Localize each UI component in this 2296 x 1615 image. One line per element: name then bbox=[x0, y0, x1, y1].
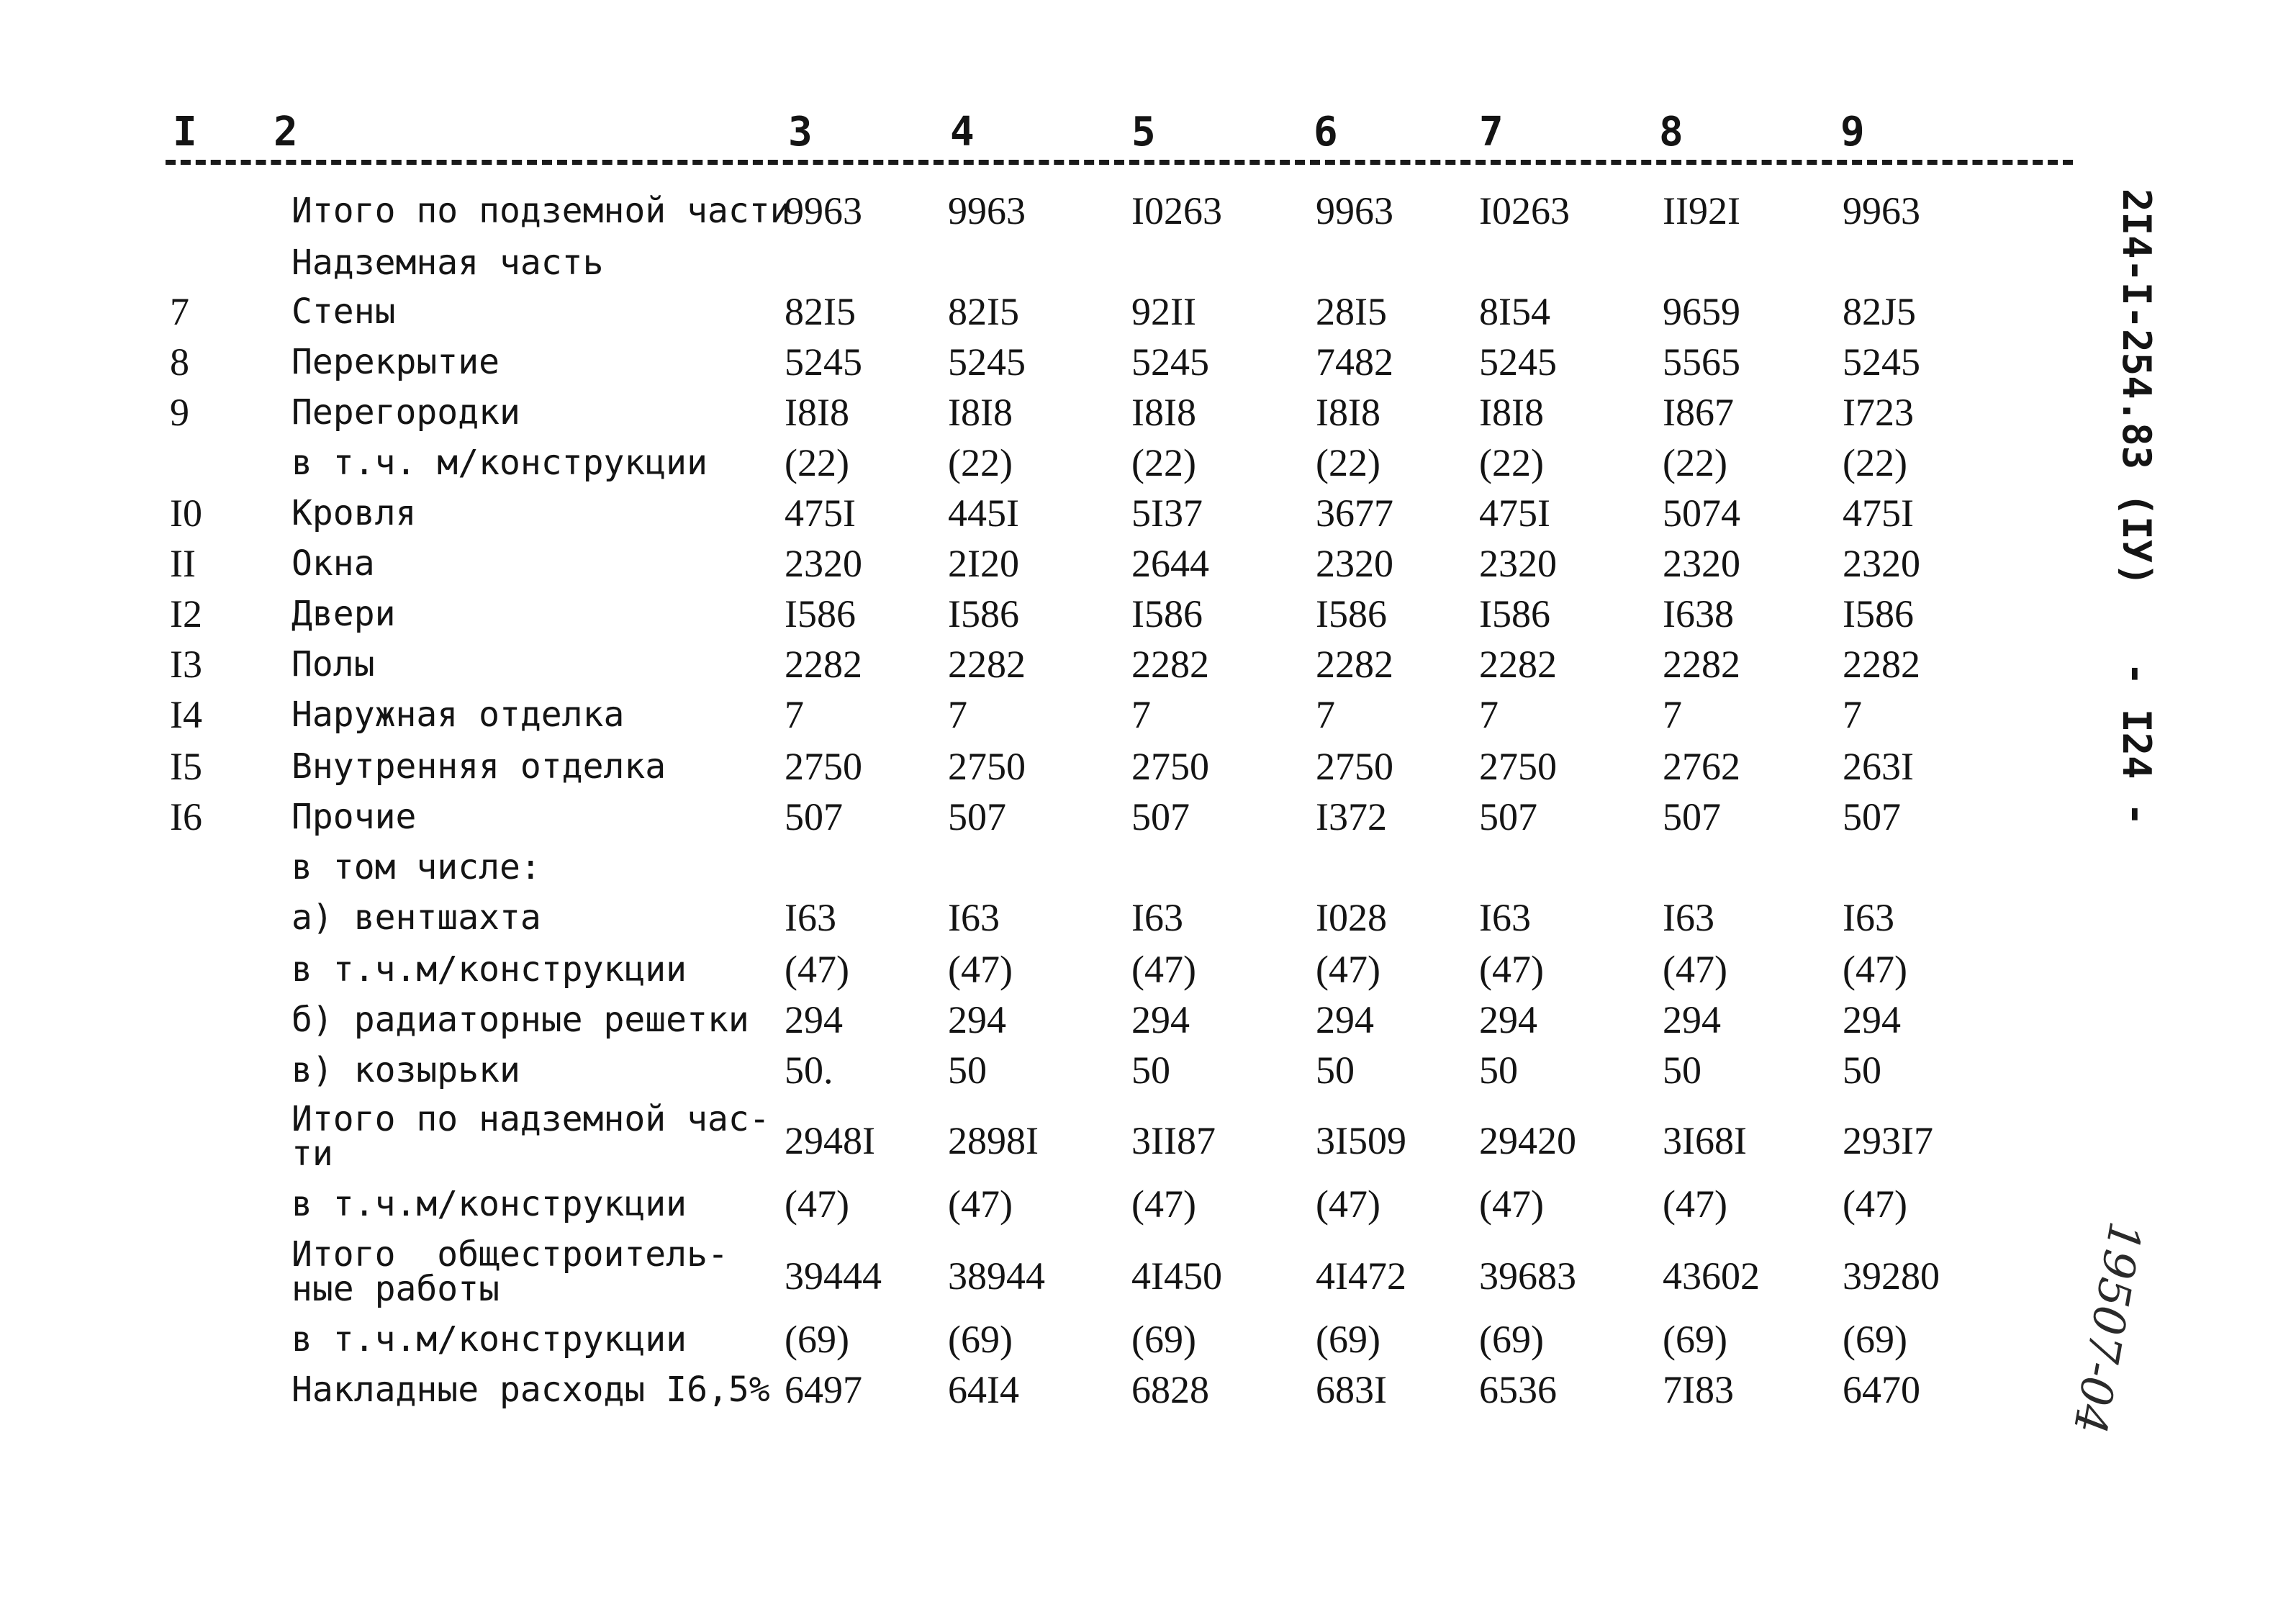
table-row bbox=[0, 745, 2159, 799]
value-cell-col-7: 507 bbox=[1479, 795, 1537, 838]
value-cell-col-6: 28I5 bbox=[1316, 290, 1387, 333]
value-cell-col-3: 50. bbox=[785, 1049, 833, 1092]
value-cell-col-3: 294 bbox=[785, 998, 843, 1041]
value-cell-col-5: (47) bbox=[1131, 1182, 1196, 1226]
column-header-9: 9 bbox=[1840, 109, 1865, 155]
value-cell-col-7: (47) bbox=[1479, 1182, 1544, 1226]
value-cell-col-6: I028 bbox=[1316, 896, 1387, 939]
value-cell-col-8: (22) bbox=[1663, 441, 1727, 484]
value-cell-col-8: 7I83 bbox=[1663, 1368, 1734, 1411]
value-cell-col-3: (47) bbox=[785, 1182, 849, 1226]
value-cell-col-6: 4I472 bbox=[1316, 1254, 1406, 1298]
table-row bbox=[0, 1049, 2159, 1103]
value-cell-col-5: I586 bbox=[1131, 592, 1203, 635]
value-cell-col-9: 9963 bbox=[1843, 189, 1920, 232]
row-label: ти bbox=[291, 1134, 333, 1174]
row-number: II bbox=[170, 542, 196, 585]
value-cell-col-3: 475I bbox=[785, 492, 856, 535]
table-row bbox=[0, 340, 2159, 394]
value-cell-col-5: I63 bbox=[1131, 896, 1183, 939]
value-cell-col-7: I0263 bbox=[1479, 189, 1570, 232]
value-cell-col-8: 5074 bbox=[1663, 492, 1740, 535]
row-number: I3 bbox=[170, 643, 202, 686]
value-cell-col-6: 7482 bbox=[1316, 340, 1393, 384]
value-cell-col-5: 50 bbox=[1131, 1049, 1170, 1092]
value-cell-col-9: 6470 bbox=[1843, 1368, 1920, 1411]
value-cell-col-8: (69) bbox=[1663, 1318, 1727, 1361]
value-cell-col-8: 9659 bbox=[1663, 290, 1740, 333]
value-cell-col-7: (22) bbox=[1479, 441, 1544, 484]
column-header-5: 5 bbox=[1131, 109, 1156, 155]
value-cell-col-4: I586 bbox=[948, 592, 1019, 635]
row-label: в т.ч.м/конструкции bbox=[291, 1184, 687, 1224]
value-cell-col-5: 2644 bbox=[1131, 542, 1209, 585]
table-row bbox=[0, 643, 2159, 697]
value-cell-col-4: 445I bbox=[948, 492, 1019, 535]
value-cell-col-3: 2282 bbox=[785, 643, 862, 686]
value-cell-col-9: 507 bbox=[1843, 795, 1901, 838]
value-cell-col-5: 7 bbox=[1131, 693, 1151, 736]
value-cell-col-8: (47) bbox=[1663, 948, 1727, 991]
value-cell-col-5: I0263 bbox=[1131, 189, 1222, 232]
row-label: Внутренняя отделка bbox=[291, 746, 666, 787]
value-cell-col-3: 2948I bbox=[785, 1119, 875, 1162]
value-cell-col-6: 2282 bbox=[1316, 643, 1393, 686]
table-row bbox=[0, 896, 2159, 950]
value-cell-col-5: 2282 bbox=[1131, 643, 1209, 686]
value-cell-col-7: I8I8 bbox=[1479, 391, 1544, 434]
value-cell-col-9: 2320 bbox=[1843, 542, 1920, 585]
value-cell-col-8: 5565 bbox=[1663, 340, 1740, 384]
value-cell-col-6: (47) bbox=[1316, 1182, 1380, 1226]
value-cell-col-8: 294 bbox=[1663, 998, 1721, 1041]
table-row bbox=[0, 1318, 2159, 1372]
row-label: в т.ч. м/конструкции bbox=[291, 443, 708, 483]
row-label: Накладные расходы I6,5% bbox=[291, 1370, 770, 1410]
value-cell-col-5: 5245 bbox=[1131, 340, 1209, 384]
column-header-2: 2 bbox=[274, 109, 298, 155]
value-cell-col-4: 7 bbox=[948, 693, 967, 736]
value-cell-col-7: 2750 bbox=[1479, 745, 1557, 788]
value-cell-col-7: 2282 bbox=[1479, 643, 1557, 686]
document-code: 2I4-I-254.83 (IУ) bbox=[2114, 189, 2159, 587]
row-number: I0 bbox=[170, 492, 202, 535]
value-cell-col-7: I63 bbox=[1479, 896, 1531, 939]
row-label: Итого общестроитель- bbox=[291, 1234, 728, 1275]
value-cell-col-8: 43602 bbox=[1663, 1254, 1760, 1298]
value-cell-col-6: (47) bbox=[1316, 948, 1380, 991]
value-cell-col-4: 64I4 bbox=[948, 1368, 1019, 1411]
value-cell-col-6: 50 bbox=[1316, 1049, 1355, 1092]
column-header-8: 8 bbox=[1659, 109, 1683, 155]
value-cell-col-6: 7 bbox=[1316, 693, 1335, 736]
header-rule bbox=[166, 160, 2073, 165]
value-cell-col-3: I63 bbox=[785, 896, 836, 939]
value-cell-col-4: 2750 bbox=[948, 745, 1026, 788]
value-cell-col-8: I63 bbox=[1663, 896, 1714, 939]
value-cell-col-3: 2750 bbox=[785, 745, 862, 788]
row-label: Стены bbox=[291, 291, 396, 332]
value-cell-col-7: (69) bbox=[1479, 1318, 1544, 1361]
row-label: в т.ч.м/конструкции bbox=[291, 949, 687, 990]
value-cell-col-7: 29420 bbox=[1479, 1119, 1576, 1162]
table-row bbox=[0, 1101, 2159, 1173]
column-header-1: I bbox=[173, 109, 197, 155]
value-cell-col-4: (22) bbox=[948, 441, 1013, 484]
table-row bbox=[0, 441, 2159, 495]
value-cell-col-3: (22) bbox=[785, 441, 849, 484]
value-cell-col-9: 263I bbox=[1843, 745, 1914, 788]
value-cell-col-6: 3I509 bbox=[1316, 1119, 1406, 1162]
value-cell-col-6: (22) bbox=[1316, 441, 1380, 484]
value-cell-col-5: 5I37 bbox=[1131, 492, 1203, 535]
value-cell-col-9: 7 bbox=[1843, 693, 1862, 736]
table-row bbox=[0, 592, 2159, 646]
value-cell-col-9: 475I bbox=[1843, 492, 1914, 535]
table-row bbox=[0, 1368, 2159, 1422]
table-row bbox=[0, 795, 2159, 849]
row-number: I6 bbox=[170, 795, 202, 838]
row-label: Кровля bbox=[291, 493, 417, 533]
value-cell-col-9: 5245 bbox=[1843, 340, 1920, 384]
value-cell-col-7: (47) bbox=[1479, 948, 1544, 991]
value-cell-col-7: 5245 bbox=[1479, 340, 1557, 384]
value-cell-col-3: I586 bbox=[785, 592, 856, 635]
value-cell-col-7: 7 bbox=[1479, 693, 1499, 736]
value-cell-col-4: 82I5 bbox=[948, 290, 1019, 333]
value-cell-col-9: 50 bbox=[1843, 1049, 1881, 1092]
table-row bbox=[0, 1182, 2159, 1236]
value-cell-col-8: 2762 bbox=[1663, 745, 1740, 788]
value-cell-col-8: 50 bbox=[1663, 1049, 1701, 1092]
value-cell-col-5: (69) bbox=[1131, 1318, 1196, 1361]
value-cell-col-9: (47) bbox=[1843, 948, 1907, 991]
value-cell-col-4: 2282 bbox=[948, 643, 1026, 686]
row-number: I2 bbox=[170, 592, 202, 635]
row-number: I4 bbox=[170, 693, 202, 736]
value-cell-col-6: 9963 bbox=[1316, 189, 1393, 232]
value-cell-col-3: (47) bbox=[785, 948, 849, 991]
value-cell-col-4: 9963 bbox=[948, 189, 1026, 232]
table-row bbox=[0, 391, 2159, 445]
value-cell-col-5: 2750 bbox=[1131, 745, 1209, 788]
value-cell-col-5: 3II87 bbox=[1131, 1119, 1216, 1162]
row-label: Надземная часть bbox=[291, 243, 604, 283]
table-row bbox=[0, 542, 2159, 596]
value-cell-col-7: 39683 bbox=[1479, 1254, 1576, 1298]
value-cell-col-3: 6497 bbox=[785, 1368, 862, 1411]
value-cell-col-7: 2320 bbox=[1479, 542, 1557, 585]
column-header-3: 3 bbox=[788, 109, 813, 155]
value-cell-col-7: 50 bbox=[1479, 1049, 1518, 1092]
value-cell-col-6: I372 bbox=[1316, 795, 1387, 838]
value-cell-col-4: 2898I bbox=[948, 1119, 1039, 1162]
value-cell-col-9: 293I7 bbox=[1843, 1119, 1933, 1162]
row-label: Полы bbox=[291, 644, 375, 684]
value-cell-col-6: 683I bbox=[1316, 1368, 1387, 1411]
value-cell-col-7: 6536 bbox=[1479, 1368, 1557, 1411]
value-cell-col-3: 7 bbox=[785, 693, 804, 736]
value-cell-col-4: I8I8 bbox=[948, 391, 1013, 434]
row-label: Итого по подземной части bbox=[291, 191, 791, 231]
value-cell-col-9: I63 bbox=[1843, 896, 1894, 939]
value-cell-col-5: 92II bbox=[1131, 290, 1196, 333]
row-label: Окна bbox=[291, 543, 375, 584]
row-label: Перекрытие bbox=[291, 342, 500, 382]
value-cell-col-9: 2282 bbox=[1843, 643, 1920, 686]
value-cell-col-5: 4I450 bbox=[1131, 1254, 1222, 1298]
value-cell-col-4: 507 bbox=[948, 795, 1006, 838]
value-cell-col-4: 2I20 bbox=[948, 542, 1019, 585]
value-cell-col-3: 5245 bbox=[785, 340, 862, 384]
row-number: 9 bbox=[170, 391, 189, 434]
table-row bbox=[0, 849, 2159, 900]
value-cell-col-9: 294 bbox=[1843, 998, 1901, 1041]
value-cell-col-4: (69) bbox=[948, 1318, 1013, 1361]
value-cell-col-6: 2750 bbox=[1316, 745, 1393, 788]
table-row bbox=[0, 693, 2159, 747]
value-cell-col-9: (22) bbox=[1843, 441, 1907, 484]
value-cell-col-5: 6828 bbox=[1131, 1368, 1209, 1411]
value-cell-col-8: I638 bbox=[1663, 592, 1734, 635]
value-cell-col-4: 50 bbox=[948, 1049, 987, 1092]
row-label: в том числе: bbox=[291, 847, 541, 887]
value-cell-col-9: I723 bbox=[1843, 391, 1914, 434]
value-cell-col-3: 82I5 bbox=[785, 290, 856, 333]
value-cell-col-5: 507 bbox=[1131, 795, 1190, 838]
table-row bbox=[0, 998, 2159, 1052]
value-cell-col-6: 294 bbox=[1316, 998, 1374, 1041]
value-cell-col-9: 39280 bbox=[1843, 1254, 1940, 1298]
value-cell-col-8: 2282 bbox=[1663, 643, 1740, 686]
row-label: в) козырьки bbox=[291, 1050, 520, 1090]
value-cell-col-8: 507 bbox=[1663, 795, 1721, 838]
value-cell-col-3: I8I8 bbox=[785, 391, 849, 434]
value-cell-col-8: I867 bbox=[1663, 391, 1734, 434]
row-number: I5 bbox=[170, 745, 202, 788]
row-label: Наружная отделка bbox=[291, 695, 625, 735]
value-cell-col-3: 39444 bbox=[785, 1254, 882, 1298]
row-label: б) радиаторные решетки bbox=[291, 1000, 749, 1040]
row-label: Итого по надземной час- bbox=[291, 1099, 770, 1139]
table-row bbox=[0, 948, 2159, 1002]
value-cell-col-8: 7 bbox=[1663, 693, 1682, 736]
table-row bbox=[0, 1236, 2159, 1308]
value-cell-col-5: 294 bbox=[1131, 998, 1190, 1041]
value-cell-col-4: (47) bbox=[948, 948, 1013, 991]
value-cell-col-7: 8I54 bbox=[1479, 290, 1550, 333]
value-cell-col-9: 82J5 bbox=[1843, 290, 1917, 333]
value-cell-col-3: (69) bbox=[785, 1318, 849, 1361]
row-number: 7 bbox=[170, 290, 189, 333]
value-cell-col-4: 38944 bbox=[948, 1254, 1045, 1298]
handwritten-note: 19507-04 bbox=[2063, 1218, 2152, 1438]
column-header-7: 7 bbox=[1479, 109, 1504, 155]
row-label: в т.ч.м/конструкции bbox=[291, 1319, 687, 1360]
value-cell-col-5: (22) bbox=[1131, 441, 1196, 484]
column-header-6: 6 bbox=[1314, 109, 1338, 155]
row-number: 8 bbox=[170, 340, 189, 384]
value-cell-col-9: (69) bbox=[1843, 1318, 1907, 1361]
table-row bbox=[0, 492, 2159, 546]
value-cell-col-8: 3I68I bbox=[1663, 1119, 1747, 1162]
table-row bbox=[0, 189, 2159, 243]
value-cell-col-6: I586 bbox=[1316, 592, 1387, 635]
value-cell-col-9: I586 bbox=[1843, 592, 1914, 635]
value-cell-col-3: 9963 bbox=[785, 189, 862, 232]
page-number: - I24 - bbox=[2114, 662, 2159, 826]
value-cell-col-4: 294 bbox=[948, 998, 1006, 1041]
value-cell-col-3: 2320 bbox=[785, 542, 862, 585]
value-cell-col-7: 294 bbox=[1479, 998, 1537, 1041]
value-cell-col-4: I63 bbox=[948, 896, 1000, 939]
value-cell-col-4: 5245 bbox=[948, 340, 1026, 384]
value-cell-col-3: 507 bbox=[785, 795, 843, 838]
value-cell-col-5: I8I8 bbox=[1131, 391, 1196, 434]
value-cell-col-8: (47) bbox=[1663, 1182, 1727, 1226]
value-cell-col-6: (69) bbox=[1316, 1318, 1380, 1361]
row-label: Двери bbox=[291, 594, 396, 634]
value-cell-col-5: (47) bbox=[1131, 948, 1196, 991]
row-label: Прочие bbox=[291, 797, 417, 837]
value-cell-col-9: (47) bbox=[1843, 1182, 1907, 1226]
row-label: Перегородки bbox=[291, 392, 520, 433]
column-header-4: 4 bbox=[950, 109, 975, 155]
value-cell-col-6: I8I8 bbox=[1316, 391, 1380, 434]
table-row bbox=[0, 245, 2159, 295]
value-cell-col-8: 2320 bbox=[1663, 542, 1740, 585]
value-cell-col-6: 2320 bbox=[1316, 542, 1393, 585]
value-cell-col-6: 3677 bbox=[1316, 492, 1393, 535]
row-label: ные работы bbox=[291, 1269, 500, 1309]
value-cell-col-4: (47) bbox=[948, 1182, 1013, 1226]
table-row bbox=[0, 290, 2159, 344]
value-cell-col-7: 475I bbox=[1479, 492, 1550, 535]
row-label: а) вентшахта bbox=[291, 897, 541, 938]
value-cell-col-8: II92I bbox=[1663, 189, 1740, 232]
value-cell-col-7: I586 bbox=[1479, 592, 1550, 635]
